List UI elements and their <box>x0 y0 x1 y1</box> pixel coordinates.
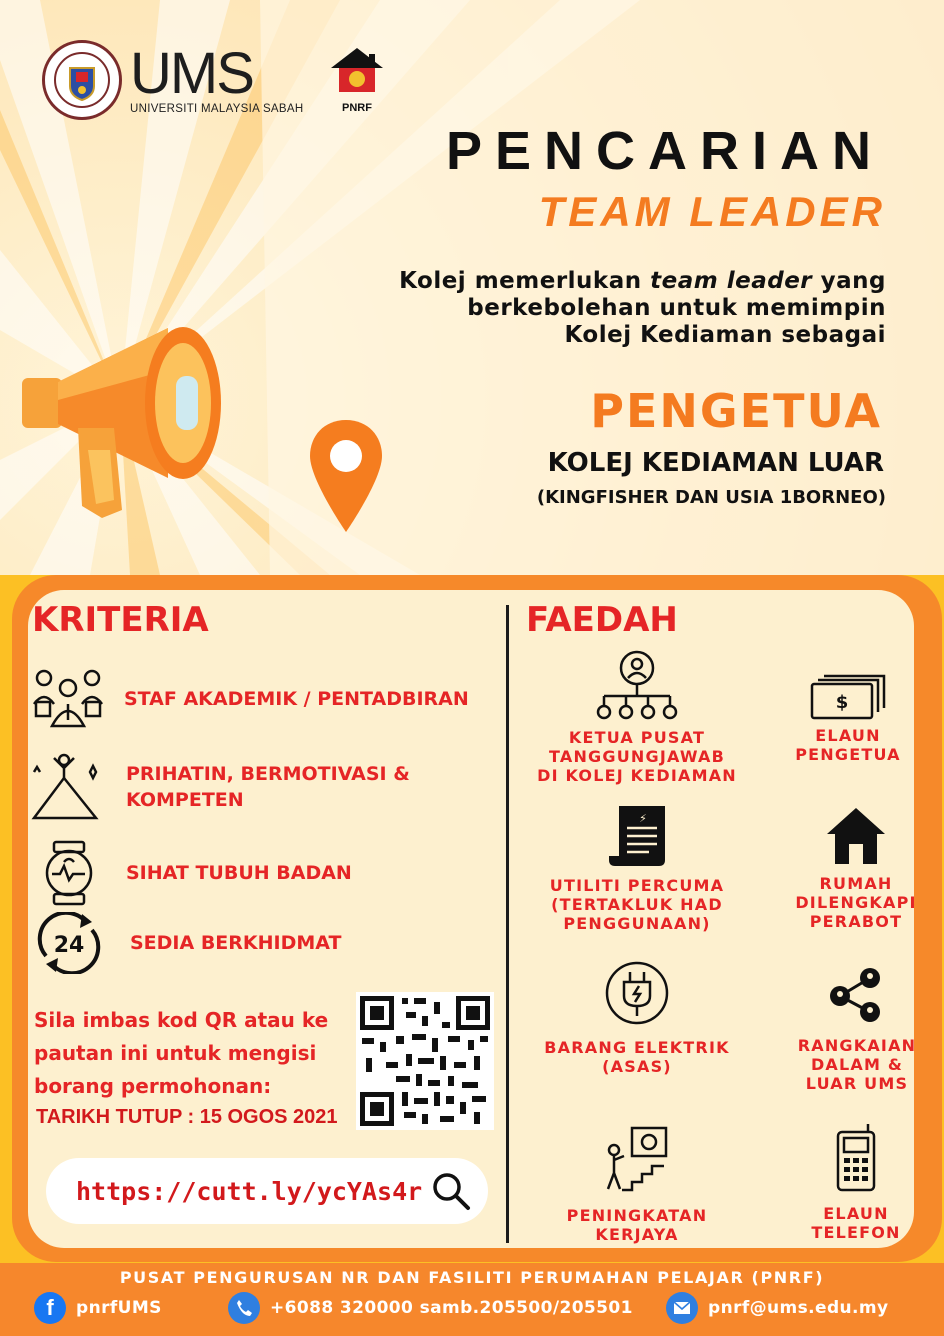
benefit-item <box>526 650 748 785</box>
title-team-leader: TEAM LEADER <box>538 188 886 235</box>
benefit-line: DALAM & <box>810 1055 904 1074</box>
panel-divider <box>506 605 509 1243</box>
benefit-line: RUMAH <box>819 874 893 893</box>
benefit-item <box>792 966 922 1093</box>
benefit-line: PENGETUA <box>795 745 901 764</box>
qr-instruction <box>34 1004 354 1103</box>
footer-phone[interactable] <box>228 1292 633 1324</box>
ums-logo <box>42 40 303 120</box>
email-icon[interactable] <box>666 1292 698 1324</box>
criteria-label-line1: PRIHATIN, BERMOTIVASI & <box>126 763 410 785</box>
closing-date: TARIKH TUTUP : 15 OGOS 2021 <box>36 1106 338 1128</box>
college-detail: (KINGFISHER DAN USIA 1BORNEO) <box>536 487 886 508</box>
pnrf-house-icon <box>329 46 385 96</box>
search-icon[interactable] <box>430 1170 472 1212</box>
utility-bill-icon <box>605 804 669 868</box>
application-link-box[interactable] <box>46 1158 488 1224</box>
org-chart-icon <box>592 650 682 722</box>
benefits-title: FAEDAH <box>526 600 678 640</box>
location-pin-icon <box>308 418 384 536</box>
benefit-line: TANGGUNGJAWAB <box>549 747 725 766</box>
benefit-line: ELAUN <box>823 1204 889 1223</box>
benefit-line: PENGGUNAAN) <box>563 914 711 933</box>
ums-logo-text: UMS <box>130 41 253 106</box>
cash-icon <box>810 674 886 720</box>
title-pencarian: PENCARIAN <box>445 121 884 181</box>
benefit-item <box>796 1122 916 1242</box>
benefit-item <box>790 806 922 931</box>
pnrf-logo-text: PNRF <box>342 102 372 114</box>
benefit-line: KERJAYA <box>595 1225 679 1244</box>
benefit-item <box>526 960 748 1076</box>
benefit-line: TELEFON <box>811 1223 901 1242</box>
career-stairs-icon <box>602 1126 672 1194</box>
college-name: KOLEJ KEDIAMAN LUAR <box>547 448 884 478</box>
qr-instruction-line2: pautan ini untuk mengisi <box>34 1041 317 1065</box>
benefit-line: DILENGKAPI <box>795 893 917 912</box>
criteria-item <box>30 752 410 822</box>
benefit-line: UTILITI PERCUMA <box>549 876 725 895</box>
phone-number[interactable]: +6088 320000 samb.205500/205501 <box>270 1298 633 1318</box>
ums-logo-subtext: UNIVERSITI MALAYSIA SABAH <box>130 103 304 115</box>
criteria-label-line2: KOMPETEN <box>126 789 244 811</box>
house-icon <box>825 806 887 866</box>
pnrf-logo <box>322 46 392 114</box>
benefit-line: DI KOLEJ KEDIAMAN <box>537 766 737 785</box>
criteria-label: SEDIA BERKHIDMAT <box>130 932 342 954</box>
ums-crest-icon <box>42 40 122 120</box>
intro-text <box>326 268 886 349</box>
svg-text:⚡: ⚡ <box>639 812 647 825</box>
benefit-item <box>526 1126 748 1244</box>
application-url[interactable]: https://cutt.ly/ycYAs4r <box>76 1176 423 1206</box>
qr-instruction-line1: Sila imbas kod QR atau ke <box>34 1008 329 1032</box>
criteria-label: STAF AKADEMIK / PENTADBIRAN <box>124 688 469 710</box>
svg-text:$: $ <box>835 692 849 713</box>
facebook-icon[interactable]: f <box>34 1292 66 1324</box>
footer-facebook[interactable] <box>34 1292 162 1324</box>
electric-plug-icon <box>604 960 670 1026</box>
qr-instruction-line3: borang permohonan: <box>34 1074 272 1098</box>
staff-group-icon <box>32 664 104 734</box>
qr-code[interactable] <box>356 992 494 1130</box>
benefit-line: KETUA PUSAT <box>568 728 706 747</box>
criteria-title: KRITERIA <box>32 600 209 640</box>
svg-text:24: 24 <box>53 933 85 958</box>
phone-icon <box>834 1122 878 1192</box>
benefit-line: ELAUN <box>815 726 881 745</box>
phone-call-icon[interactable] <box>228 1292 260 1324</box>
twenty-four-hours-icon <box>34 912 104 974</box>
benefit-item <box>784 674 912 764</box>
megaphone-icon <box>18 300 248 540</box>
health-watch-icon <box>38 840 100 906</box>
intro-line2: berkebolehan untuk memimpin <box>467 295 886 321</box>
benefit-line: PENINGKATAN <box>566 1206 708 1225</box>
position-title: PENGETUA <box>590 384 882 438</box>
intro-line1-em: team leader <box>650 268 813 294</box>
footer-org-name: PUSAT PENGURUSAN NR DAN FASILITI PERUMAHAN PELAJAR (PNRF) <box>119 1268 825 1287</box>
benefit-item <box>526 804 748 933</box>
benefit-line: BARANG ELEKTRIK <box>544 1038 730 1057</box>
criteria-item <box>34 912 341 974</box>
intro-line3: Kolej Kediaman sebagai <box>564 322 886 348</box>
network-icon <box>826 966 888 1024</box>
benefit-line: (TERTAKLUK HAD <box>551 895 723 914</box>
intro-line1-post: yang <box>812 268 886 294</box>
benefit-line: RANGKAIAN <box>797 1036 917 1055</box>
email-address[interactable]: pnrf@ums.edu.my <box>708 1298 889 1318</box>
mountain-achiever-icon <box>30 752 102 822</box>
intro-line1-pre: Kolej memerlukan <box>399 268 651 294</box>
criteria-item <box>38 840 352 906</box>
benefit-line: (ASAS) <box>602 1057 672 1076</box>
criteria-item <box>32 664 469 734</box>
facebook-handle[interactable]: pnrfUMS <box>76 1298 162 1318</box>
criteria-label: SIHAT TUBUH BADAN <box>126 862 352 884</box>
benefit-line: PERABOT <box>809 912 903 931</box>
benefit-line: LUAR UMS <box>805 1074 909 1093</box>
footer-email[interactable] <box>666 1292 889 1324</box>
